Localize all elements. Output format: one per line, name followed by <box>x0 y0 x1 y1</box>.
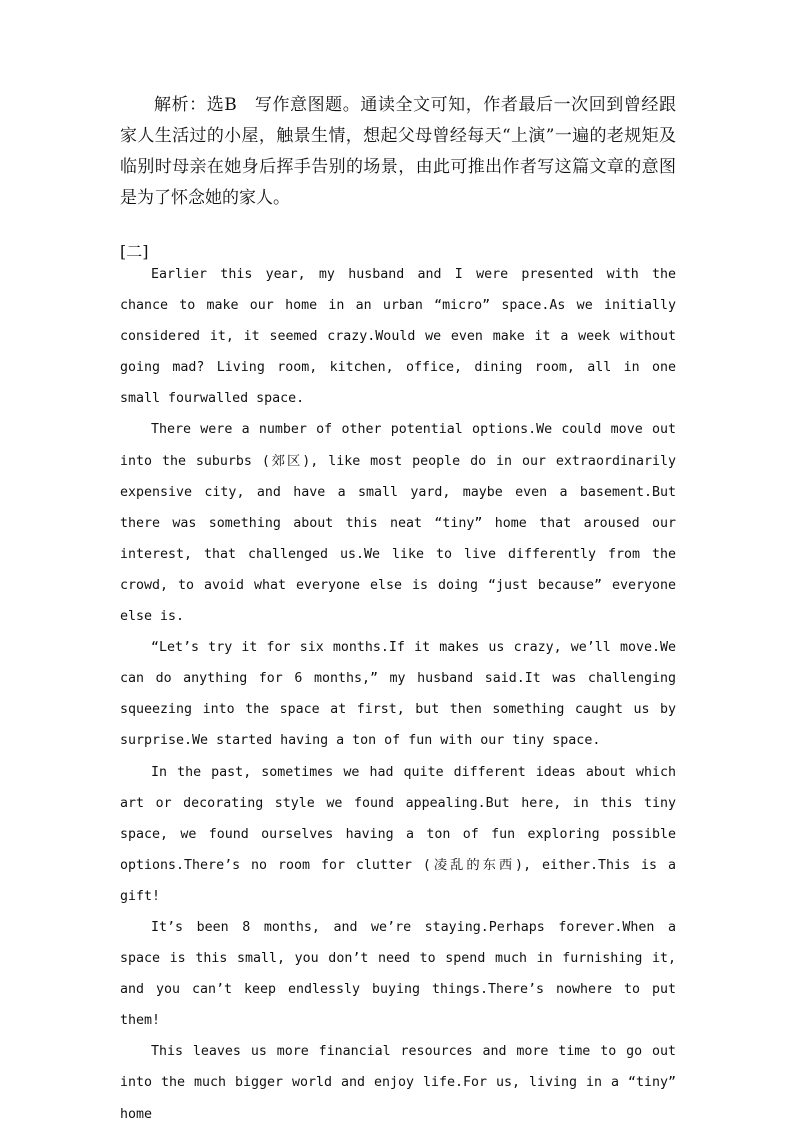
passage-paragraph-1: Earlier this year, my husband and I were presented with the chance to make our home in an urban “micro” space.As we initially considered it, it seemed crazy.Would we even make it a week without going mad? Living room, kitchen, office, dining room, all in one small fourwalled space. <box>120 267 676 407</box>
answer-analysis: 解析：选B 写作意图题。通读全文可知，作者最后一次回到曾经跟家人生活过的小屋，触景生情，想起父母曾经每天“上演”一遍的老规矩及临别时母亲在她身后挥手告别的场景，由此可推出作者写这篇文章的意图是为了怀念她的家人。 <box>120 95 676 208</box>
passage-paragraph-3: “Let’s try it for six months.If it makes us crazy, we’ll move.We can do anything for 6 months,” my husband said.It was challenging squeezing into the space at first, but then something caught us by surprise.We started having a ton of fun with our tiny space. <box>120 640 676 749</box>
section-label: [二] <box>120 242 149 261</box>
passage-paragraph-5: It’s been 8 months, and we’re staying.Perhaps forever.When a space is this small, you don’t need to spend much in furnishing it, and you can’t keep endlessly buying things.There’s nowhere to put them! <box>120 919 676 1029</box>
passage-paragraph-4: In the past, sometimes we had quite different ideas about which art or decorating style we found appealing.But here, in this tiny space, we found ourselves having a ton of fun exploring possible options.There’s no room for clutter (凌乱的东西), either.This is a gift! <box>120 764 676 904</box>
reading-passage <box>120 259 676 1130</box>
passage-paragraph-2: There were a number of other potential options.We could move out into the suburbs (郊区), like most people do in our extraordinarily expensive city, and have a small yard, maybe even a basement.But there was something about this neat “tiny” home that aroused our interest, that challenged us.We like to live differently from the crowd, to avoid what everyone else is doing “just because” everyone else is. <box>120 422 676 625</box>
passage-paragraph-6: This leaves us more financial resources and more time to go out into the much bigger world and enjoy life.For us, living in a “tiny” home <box>120 1044 676 1122</box>
